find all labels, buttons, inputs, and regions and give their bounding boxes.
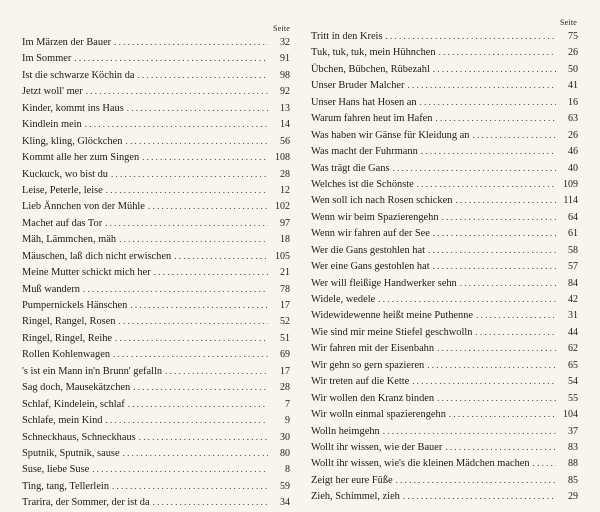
page-number: 83 [568, 441, 578, 453]
song-title: Was haben wir Gänse für Kleidung an [311, 129, 470, 141]
song-title: Mäh, Lämmchen, mäh [22, 234, 117, 246]
dot-leader [92, 461, 268, 477]
dot-leader [85, 116, 268, 132]
song-title: Sputnik, Sputnik, sause [22, 447, 120, 459]
page-number: 26 [568, 47, 578, 59]
page-number: 78 [280, 283, 290, 295]
index-entry [22, 215, 290, 231]
song-title: Wie sind mir meine Stiefel geschwolln [311, 326, 473, 338]
dot-leader [533, 455, 556, 471]
dot-leader [127, 100, 268, 116]
song-title: Schneckhaus, Schneckhaus [22, 431, 136, 443]
page-number: 28 [280, 382, 290, 394]
dot-leader [113, 346, 268, 362]
song-title: Sag doch, Mausekätzchen [22, 382, 131, 394]
page-number: 46 [568, 146, 578, 158]
page-number: 64 [568, 211, 578, 223]
dot-leader [428, 242, 556, 258]
index-entry [311, 488, 578, 504]
page-number: 32 [280, 37, 290, 48]
song-title: Unser Bruder Malcher [311, 80, 405, 92]
index-entry [311, 373, 578, 389]
index-entry [311, 357, 578, 373]
page-number: 102 [275, 201, 290, 213]
song-title: Muß wandern [22, 283, 81, 295]
song-title: Schlaf, Kindelein, schlaf [22, 398, 125, 410]
index-entry [22, 182, 290, 198]
song-title: Unser Hans hat Hosen an [311, 96, 417, 108]
dot-leader [165, 363, 268, 379]
index-entry [311, 242, 578, 258]
page-number: 8 [285, 464, 290, 476]
page-number: 56 [280, 135, 290, 147]
index-entry [22, 445, 290, 461]
index-entry [22, 412, 290, 428]
song-title: Zieh, Schimmel, zieh [311, 491, 400, 503]
index-entry [311, 275, 578, 291]
index-entry [311, 406, 578, 422]
song-title: Wer will fleißige Handwerker sehn [311, 277, 457, 289]
index-entry [311, 324, 578, 340]
dot-leader [433, 61, 556, 77]
song-title: Übchen, Bübchen, Rübezahl [311, 63, 430, 75]
page-column-header: Seite [273, 24, 290, 33]
dot-leader [378, 291, 556, 307]
song-title: 's ist ein Mann in'n Brunn' gefalln [22, 365, 163, 377]
index-entry [22, 264, 290, 280]
page-number: 69 [280, 349, 290, 361]
dot-leader [393, 160, 556, 176]
index-entry [311, 28, 578, 44]
index-entry [22, 330, 290, 346]
dot-leader [153, 494, 268, 510]
page-number: 84 [568, 277, 578, 289]
dot-leader [142, 149, 268, 165]
dot-leader [475, 324, 556, 340]
song-title: Tritt in den Kreis [311, 31, 383, 42]
dot-leader [105, 215, 268, 231]
index-entry [22, 198, 290, 214]
page-number: 62 [568, 343, 578, 355]
page-number: 109 [563, 178, 578, 190]
index-entry [22, 429, 290, 445]
index-entry [311, 423, 578, 439]
song-title: Wir treten auf die Kette [311, 376, 410, 388]
song-title: Widewidewenne heißt meine Puthenne [311, 310, 474, 322]
dot-leader [449, 406, 556, 422]
index-entry [311, 44, 578, 60]
page-column-header: Seite [560, 18, 577, 27]
index-entry [311, 258, 578, 274]
page-number: 85 [568, 474, 578, 486]
dot-leader [455, 192, 556, 208]
song-title: Meine Mutter schickt mich her [22, 267, 151, 279]
index-entry [311, 472, 578, 488]
page-number: 57 [568, 261, 578, 273]
song-title: Wir fahren mit der Eisenbahn [311, 343, 435, 355]
dot-leader [133, 379, 268, 395]
index-entry [22, 34, 290, 50]
index-entry [22, 461, 290, 477]
song-title: Kinder, kommt ins Haus [22, 102, 124, 114]
index-entry [22, 116, 290, 132]
dot-leader [125, 133, 268, 149]
page-number: 91 [280, 53, 290, 65]
song-title: Wen soll ich nach Rosen schicken [311, 195, 453, 207]
page-number: 97 [280, 217, 290, 229]
index-entry [22, 149, 290, 165]
index-entry [22, 50, 290, 66]
index-entry [22, 281, 290, 297]
page-number: 31 [568, 310, 578, 322]
page-number: 54 [568, 376, 578, 388]
index-entry [311, 94, 578, 110]
dot-leader [442, 209, 556, 225]
song-title: Ting, tang, Tellerlein [22, 480, 110, 492]
index-entry [311, 110, 578, 126]
index-entry [311, 455, 578, 471]
index-entry [311, 439, 578, 455]
page-number: 17 [280, 300, 290, 311]
dot-leader [412, 373, 556, 389]
index-entry [22, 67, 290, 83]
song-title: Mäuschen, laß dich nicht erwischen [22, 250, 172, 262]
dot-leader [433, 225, 556, 241]
dot-leader [115, 330, 268, 346]
page-number: 41 [568, 80, 578, 92]
song-title: Jetzt woll' mer [22, 86, 83, 98]
page-number: 61 [568, 228, 578, 240]
page-number: 18 [280, 234, 290, 246]
page-number: 59 [280, 480, 290, 492]
song-index-list [311, 28, 578, 505]
song-title: Ringel, Ringel, Reihe [22, 332, 113, 344]
song-title: Ringel, Rangel, Rosen [22, 316, 116, 328]
page-number: 12 [280, 184, 290, 196]
index-entry [22, 346, 290, 362]
song-title: Wenn wir beim Spazierengehn [311, 211, 439, 223]
page-number: 92 [280, 86, 290, 98]
index-entry [22, 231, 290, 247]
index-entry [22, 379, 290, 395]
song-title: Welches ist die Schönste [311, 178, 414, 190]
dot-leader [174, 248, 268, 264]
song-title: Lieb Ännchen von der Mühle [22, 201, 145, 213]
song-title: Schlafe, mein Kind [22, 415, 103, 427]
dot-leader [386, 28, 557, 44]
song-title: Was macht der Fuhrmann [311, 146, 418, 158]
page-number: 44 [568, 326, 578, 338]
dot-leader [138, 67, 268, 83]
index-entry [22, 297, 290, 313]
song-title: Widele, wedele [311, 294, 376, 305]
dot-leader [421, 143, 556, 159]
dot-leader [123, 445, 268, 461]
index-entry [311, 127, 578, 143]
page-number: 98 [280, 69, 290, 81]
page-number: 34 [280, 497, 290, 509]
page-number: 65 [568, 359, 578, 371]
song-title: Warum fahren heut im Hafen [311, 113, 433, 125]
dot-leader [111, 166, 268, 182]
song-title: Wir wollen den Kranz binden [311, 392, 435, 404]
page-number: 52 [280, 316, 290, 328]
page-number: 105 [275, 250, 290, 262]
dot-leader [106, 182, 268, 198]
song-index-list [22, 34, 290, 511]
dot-leader [445, 439, 556, 455]
song-title: Wer die Gans gestohlen hat [311, 244, 426, 256]
page-number: 88 [568, 458, 578, 470]
page-number: 9 [285, 415, 290, 427]
page-number: 37 [568, 425, 578, 437]
song-title: Trarira, der Sommer, der ist da [22, 497, 150, 509]
song-title: Kuckuck, wo bist du [22, 168, 109, 180]
index-entry [311, 340, 578, 356]
index-entry [311, 307, 578, 323]
page-number: 16 [568, 96, 578, 108]
page-number: 28 [280, 168, 290, 180]
page-number: 114 [563, 195, 578, 207]
dot-leader [403, 488, 556, 504]
index-entry [22, 133, 290, 149]
page-number: 7 [285, 398, 290, 410]
dot-leader [119, 313, 268, 329]
song-title: Im Sommer [22, 53, 72, 65]
dot-leader [119, 231, 268, 247]
page-number: 29 [568, 491, 578, 503]
dot-leader [139, 429, 268, 445]
page-number: 14 [280, 119, 290, 131]
index-entry [311, 143, 578, 159]
index-entry [311, 192, 578, 208]
song-title: Suse, liebe Suse [22, 464, 90, 476]
dot-leader [439, 44, 556, 60]
dot-leader [437, 340, 556, 356]
song-title: Kindlein mein [22, 119, 82, 131]
dot-leader [112, 478, 268, 494]
song-title: Wir wolln einmal spazierengehn [311, 409, 446, 421]
page-number: 108 [275, 152, 290, 164]
song-title: Tuk, tuk, tuk, mein Hühnchen [311, 47, 436, 59]
song-title: Zeigt her eure Füße [311, 474, 393, 486]
page-number: 63 [568, 113, 578, 125]
song-title: Wenn wir fahren auf der See [311, 228, 430, 240]
dot-leader [420, 94, 556, 110]
song-title: Wollt ihr wissen, wie der Bauer [311, 441, 443, 453]
index-entry [22, 363, 290, 379]
page-number: 80 [280, 447, 290, 459]
page-number: 42 [568, 294, 578, 305]
dot-leader [154, 264, 268, 280]
dot-leader [83, 281, 268, 297]
index-entry [311, 209, 578, 225]
song-title: Leise, Peterle, leise [22, 184, 103, 196]
song-title: Wer eine Gans gestohlen hat [311, 261, 430, 273]
song-title: Machet auf das Tor [22, 217, 103, 229]
dot-leader [472, 127, 556, 143]
index-entry [311, 390, 578, 406]
dot-leader [407, 77, 556, 93]
song-title: Wolln heimgehn [311, 425, 380, 437]
index-entry [22, 494, 290, 510]
dot-leader [417, 176, 556, 192]
dot-leader [86, 83, 268, 99]
song-title: Wir gehn so gern spazieren [311, 359, 425, 371]
page-number: 50 [568, 63, 578, 75]
dot-leader [130, 297, 268, 313]
index-entry [22, 100, 290, 116]
page-number: 17 [280, 365, 290, 377]
page-number: 55 [568, 392, 578, 404]
index-entry [311, 160, 578, 176]
dot-leader [74, 50, 268, 66]
page-number: 21 [280, 267, 290, 279]
song-title: Ist die schwarze Köchin da [22, 69, 135, 81]
dot-leader [114, 34, 268, 50]
dot-leader [128, 396, 268, 412]
index-entry [22, 83, 290, 99]
page-number: 30 [280, 431, 290, 443]
index-entry [311, 225, 578, 241]
page-number: 26 [568, 129, 578, 141]
song-title: Im Märzen der Bauer [22, 37, 112, 48]
index-entry [22, 248, 290, 264]
dot-leader [396, 472, 556, 488]
index-entry [22, 166, 290, 182]
page-number: 40 [568, 162, 578, 174]
index-entry [22, 478, 290, 494]
dot-leader [148, 198, 268, 214]
dot-leader [437, 390, 556, 406]
dot-leader [436, 110, 557, 126]
page-number: 51 [280, 332, 290, 344]
dot-leader [433, 258, 556, 274]
index-entry [311, 291, 578, 307]
page-number: 13 [280, 102, 290, 114]
song-title: Pumpernickels Hänschen [22, 300, 128, 311]
dot-leader [383, 423, 556, 439]
dot-leader [106, 412, 268, 428]
index-entry [311, 77, 578, 93]
song-title: Kling, kling, Glöckchen [22, 135, 123, 147]
dot-leader [476, 307, 556, 323]
song-title: Rollen Kohlenwagen [22, 349, 111, 361]
song-title: Wollt ihr wissen, wie's die kleinen Mädchen machen [311, 458, 530, 470]
index-entry [22, 313, 290, 329]
page-number: 75 [568, 31, 578, 42]
page-number: 58 [568, 244, 578, 256]
song-title: Was trägt die Gans [311, 162, 390, 174]
song-title: Kommt alle her zum Singen [22, 152, 140, 164]
dot-leader [427, 357, 556, 373]
dot-leader [460, 275, 556, 291]
index-entry [311, 61, 578, 77]
page-number: 104 [563, 409, 578, 421]
index-entry [311, 176, 578, 192]
index-entry [22, 396, 290, 412]
